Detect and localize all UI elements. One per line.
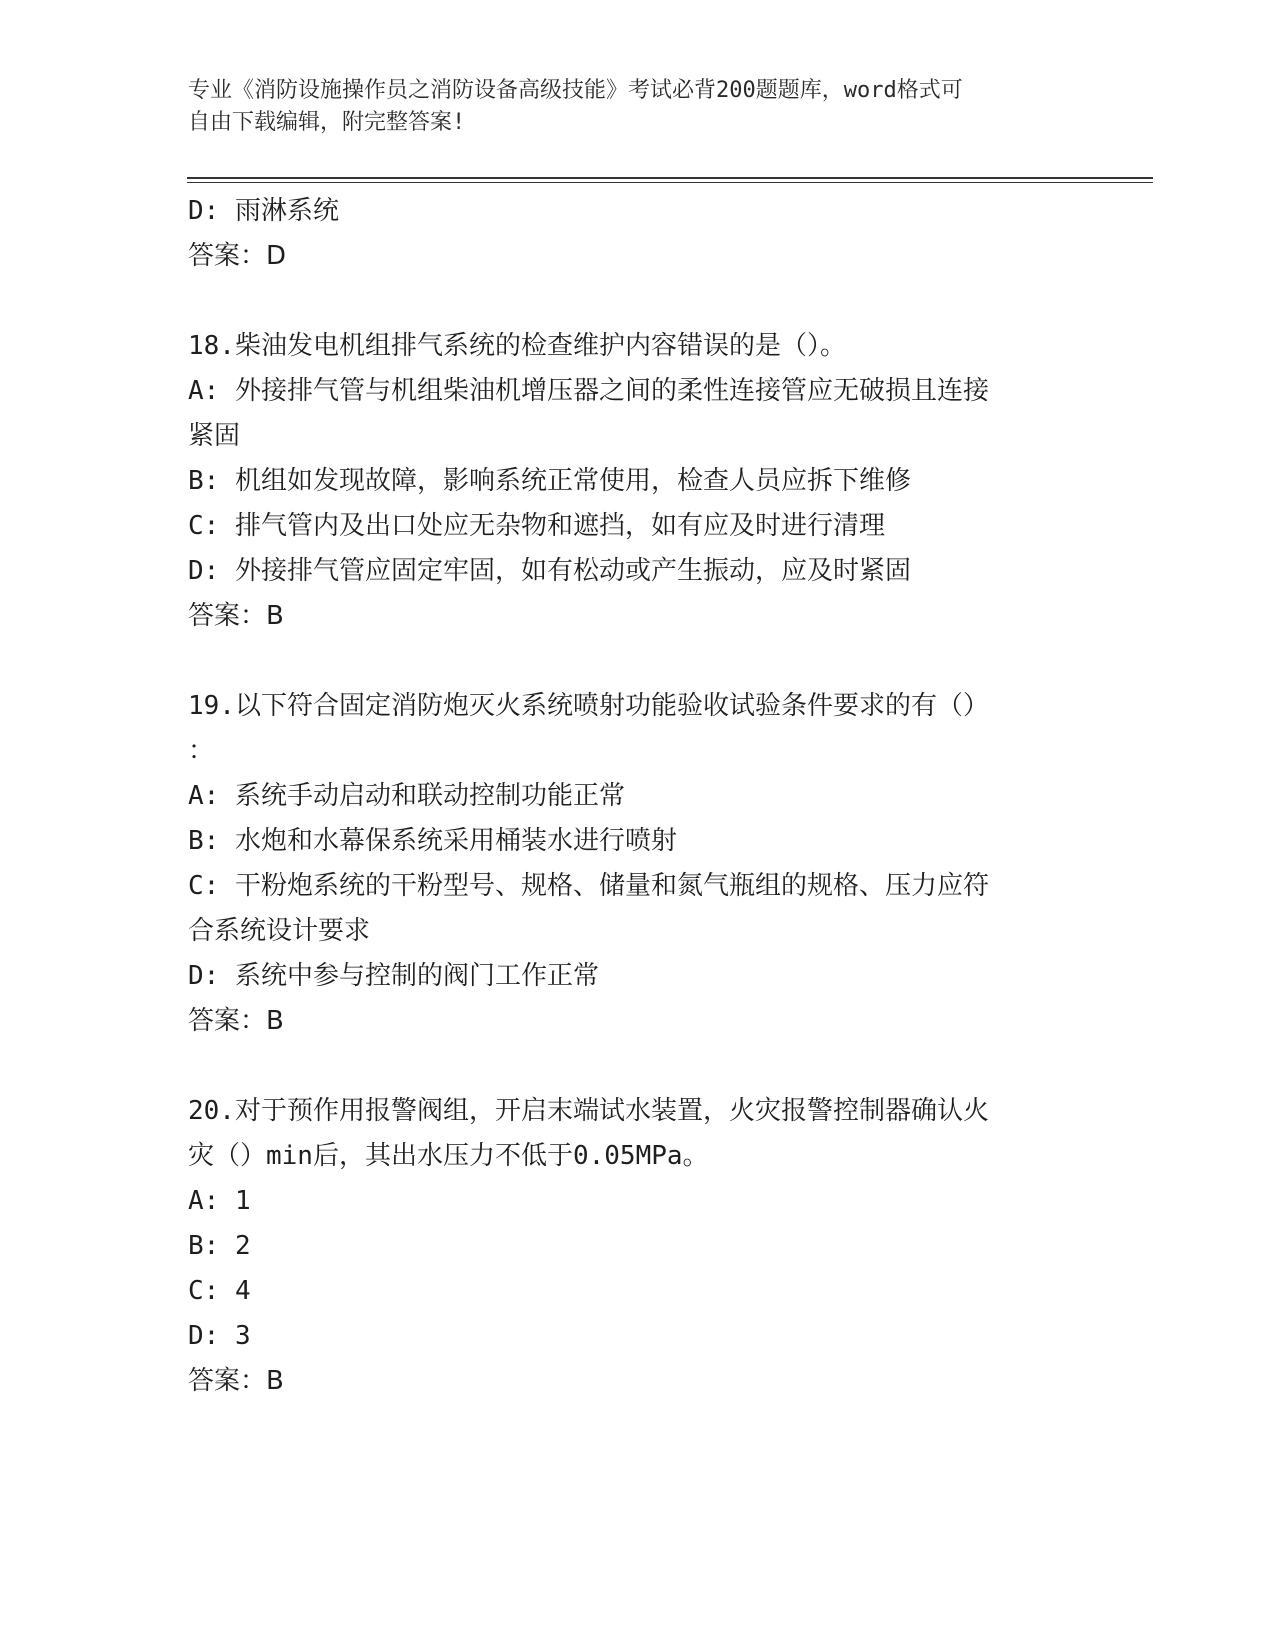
question-20	[188, 1089, 1078, 1404]
page-header	[188, 75, 1088, 139]
question-stem: 19.以下符合固定消防炮灭火系统喷射功能验收试验条件要求的有（）	[188, 691, 989, 721]
header-line-1: 专业《消防设施操作员之消防设备高级技能》考试必背200题题库，word格式可	[188, 78, 963, 103]
header-divider-thin	[187, 182, 1153, 183]
question-stem-continued: 灾（）min后，其出水压力不低于0.05MPa。	[188, 1141, 709, 1171]
question-stem: 20.对于预作用报警阀组，开启末端试水装置，火灾报警控制器确认火	[188, 1096, 989, 1126]
option-a: A: 1	[188, 1186, 251, 1216]
option-c: C: 4	[188, 1276, 251, 1306]
option-b: B: 水炮和水幕保系统采用桶装水进行喷射	[188, 826, 677, 856]
option-d: D: 雨淋系统	[188, 196, 339, 226]
question-content	[188, 189, 1078, 1404]
option-b: B: 2	[188, 1231, 251, 1261]
option-d: D: 外接排气管应固定牢固，如有松动或产生振动，应及时紧固	[188, 556, 911, 586]
spacer	[188, 279, 1078, 324]
question-17-tail	[188, 189, 1078, 279]
header-line-2: 自由下载编辑，附完整答案!	[188, 110, 466, 135]
question-19	[188, 684, 1078, 1044]
answer-line: 答案：B	[188, 601, 284, 631]
question-18	[188, 324, 1078, 639]
answer-line: 答案：B	[188, 1366, 284, 1396]
question-stem-continued: ：	[188, 736, 215, 766]
option-b: B: 机组如发现故障，影响系统正常使用，检查人员应拆下维修	[188, 466, 911, 496]
option-d: D: 系统中参与控制的阀门工作正常	[188, 961, 599, 991]
answer-line: 答案：D	[188, 241, 287, 271]
option-c-continued: 合系统设计要求	[188, 916, 371, 946]
option-d: D: 3	[188, 1321, 251, 1351]
option-a: A: 外接排气管与机组柴油机增压器之间的柔性连接管应无破损且连接	[188, 376, 989, 406]
spacer	[188, 639, 1078, 684]
option-c: C: 排气管内及出口处应无杂物和遮挡，如有应及时进行清理	[188, 511, 885, 541]
answer-line: 答案：B	[188, 1006, 284, 1036]
question-stem: 18.柴油发电机组排气系统的检查维护内容错误的是（）。	[188, 331, 846, 361]
option-a-continued: 紧固	[188, 421, 241, 451]
header-divider-thick	[187, 177, 1153, 179]
option-a: A: 系统手动启动和联动控制功能正常	[188, 781, 625, 811]
spacer	[188, 1044, 1078, 1089]
option-c: C: 干粉炮系统的干粉型号、规格、储量和氮气瓶组的规格、压力应符	[188, 871, 989, 901]
